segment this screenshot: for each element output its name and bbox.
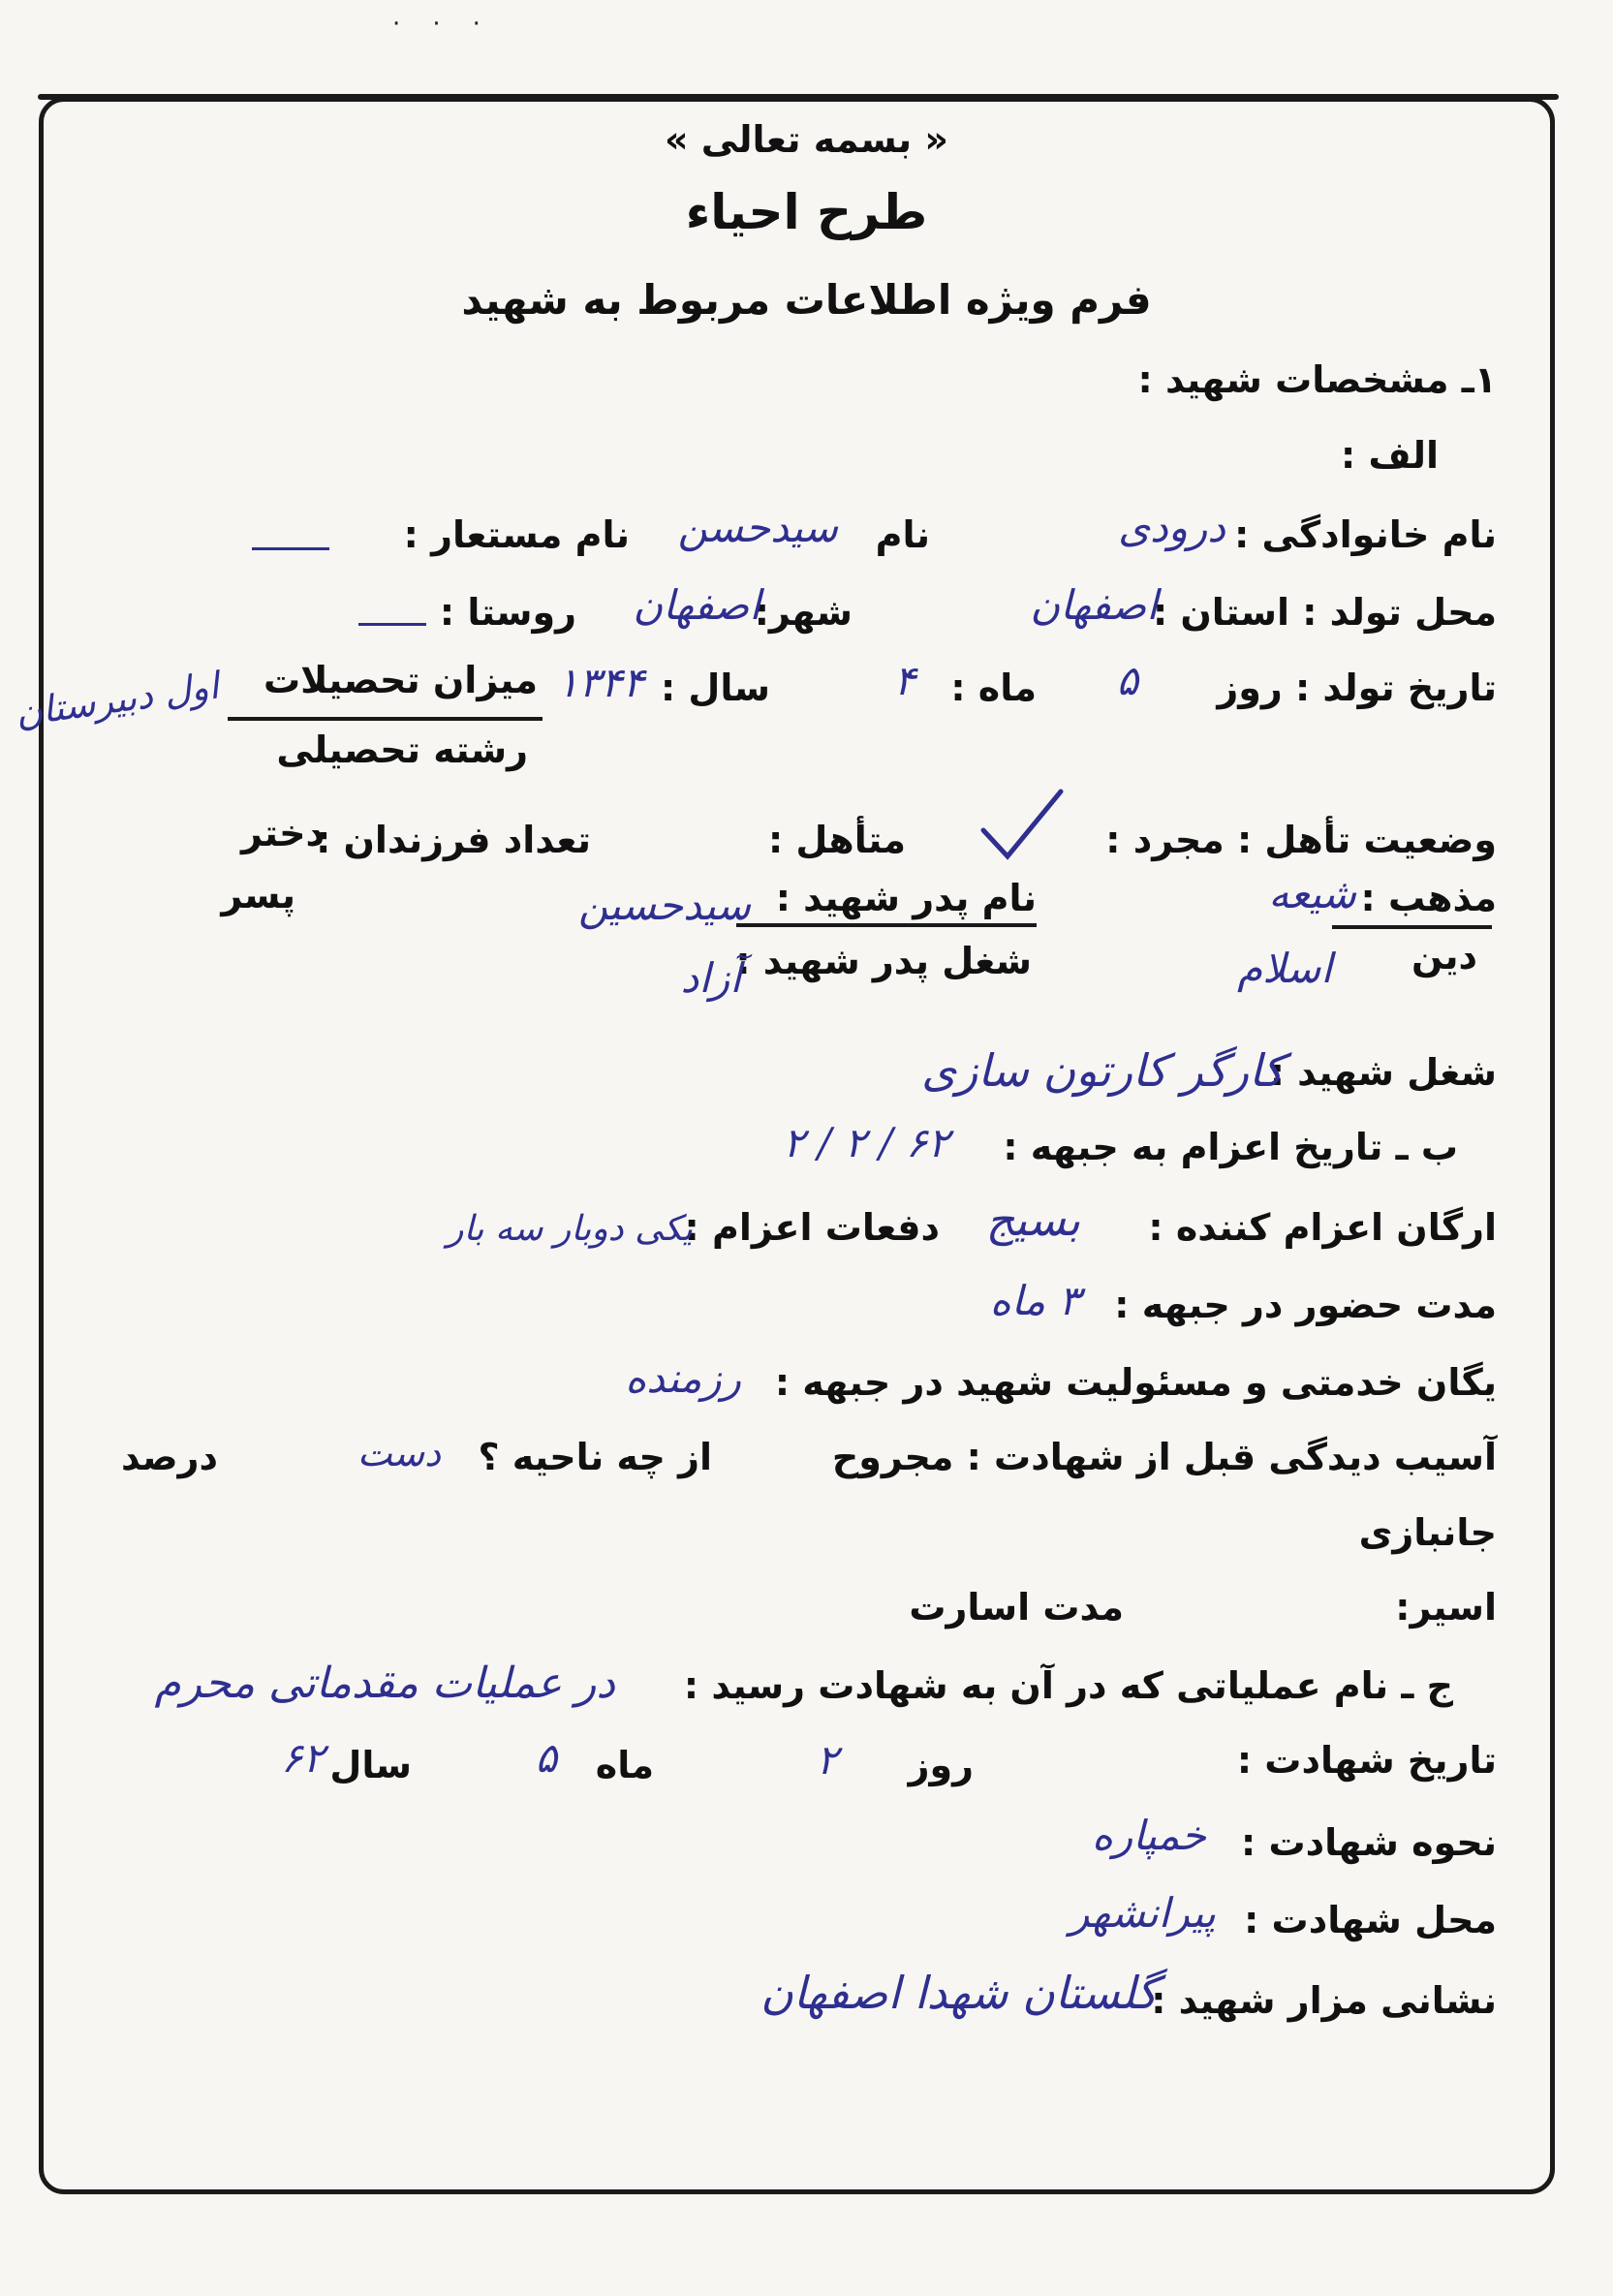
dispatch-date-value: ۲ / ۲ / ۶۲ xyxy=(783,1119,949,1166)
job-value: کارگر کارتون سازی xyxy=(921,1044,1284,1097)
injury-region-label: از چه ناحیه ؟ xyxy=(478,1436,712,1478)
first-name-value: سیدحسن xyxy=(677,504,838,551)
son-label: پسر xyxy=(221,874,295,916)
sub-a-label: الف : xyxy=(1341,434,1439,477)
captive-label: اسیر: xyxy=(1395,1586,1497,1629)
birthplace-label: محل تولد : استان : xyxy=(1152,591,1497,634)
dispatching-organ-value: بسیج xyxy=(985,1194,1080,1246)
martyrdom-manner-value: خمپاره xyxy=(1091,1812,1206,1859)
grave-address-value: گلستان شهدا اصفهان xyxy=(760,1967,1158,2019)
disability-label: جانبازی xyxy=(1358,1511,1497,1554)
martyrdom-place-label: محل شهادت : xyxy=(1244,1899,1497,1941)
family-name-value: درودی xyxy=(1118,504,1225,551)
birthdate-label: تاریخ تولد : روز xyxy=(1217,667,1497,709)
operation-label: ج ـ نام عملیاتی که در آن به شهادت رسید : xyxy=(683,1664,1453,1707)
martyrdom-month-label: ماه xyxy=(595,1744,654,1786)
martyrdom-manner-label: نحوه شهادت : xyxy=(1241,1821,1497,1864)
alias-blank xyxy=(252,547,329,550)
father-job-label: شغل پدر شهید : xyxy=(735,940,1032,982)
father-name-label: نام پدر شهید : xyxy=(775,877,1037,919)
dispatch-times-value: یکی دوبار سه بار xyxy=(447,1209,693,1249)
sect-value: شیعه xyxy=(1268,870,1356,917)
plan-title: طرح احیاء xyxy=(685,184,928,240)
religion-label: دین xyxy=(1411,935,1477,977)
father-job-value: آزاد xyxy=(680,954,741,1002)
alias-label: نام مستعار : xyxy=(403,513,630,556)
father-name-value: سیدحسین xyxy=(578,882,751,929)
injury-region-value: دست xyxy=(357,1432,441,1474)
scan-speck: · · · xyxy=(392,10,481,39)
front-duration-value: ۳ ماه xyxy=(989,1277,1080,1324)
form-title: فرم ویژه اطلاعات مربوط به شهید xyxy=(461,276,1152,324)
dispatch-date-label: ب ـ تاریخ اعزام به جبهه : xyxy=(1003,1126,1458,1168)
unit-responsibility-value: رزمنده xyxy=(625,1354,741,1402)
children-count-label: تعداد فرزندان : xyxy=(316,819,591,861)
martyrdom-place-value: پیرانشهر xyxy=(1070,1889,1216,1937)
dispatching-organ-label: ارگان اعزام کننده : xyxy=(1148,1206,1497,1249)
birth-year-label: سال : xyxy=(660,667,770,709)
city-label: شهر: xyxy=(754,591,853,634)
father-name-underline xyxy=(736,923,1037,927)
sect-label: مذهب : xyxy=(1360,877,1497,919)
education-label: میزان تحصیلات xyxy=(263,659,538,701)
invocation: « بسمه تعالی » xyxy=(665,118,948,161)
education-value: اول دبیرستان xyxy=(12,664,222,735)
job-label: شغل شهید : xyxy=(1269,1051,1497,1094)
martyrdom-day-value: ۲ xyxy=(816,1736,838,1784)
front-duration-label: مدت حضور در جبهه : xyxy=(1114,1284,1497,1326)
city-value: اصفهان xyxy=(633,581,760,629)
province-value: اصفهان xyxy=(1030,581,1158,629)
religion-value: اسلام xyxy=(1237,945,1332,992)
village-blank xyxy=(358,623,426,626)
single-check-mark xyxy=(978,787,1066,864)
family-name-label: نام خانوادگی : xyxy=(1234,513,1497,556)
grave-address-label: نشانی مزار شهید : xyxy=(1151,1979,1497,2022)
martyrdom-year-value: ۶۲ xyxy=(280,1734,325,1782)
martyrdom-year-label: سال xyxy=(329,1744,412,1786)
captivity-duration-label: مدت اسارت xyxy=(909,1586,1124,1629)
married-label: متأهل : xyxy=(768,819,906,861)
disability-percent-label: درصد xyxy=(120,1436,218,1478)
first-name-label: نام xyxy=(875,513,930,556)
martyrdom-month-value: ۵ xyxy=(535,1734,557,1782)
unit-responsibility-label: یگان خدمتی و مسئولیت شهید در جبهه : xyxy=(774,1361,1497,1404)
dispatch-times-label: دفعات اعزام : xyxy=(684,1206,940,1249)
marital-status-label: وضعیت تأهل : مجرد : xyxy=(1105,819,1497,861)
birth-day-value: ۵ xyxy=(1116,657,1138,704)
birth-month-value: ۴ xyxy=(893,657,915,704)
martyrdom-day-label: روز xyxy=(908,1744,974,1786)
injury-label: آسیب دیدگی قبل از شهادت : مجروح xyxy=(831,1436,1497,1478)
martyrdom-date-label: تاریخ شهادت : xyxy=(1236,1739,1497,1782)
daughter-label: دختر xyxy=(240,812,325,854)
birth-year-value: ۱۳۴۴ xyxy=(556,659,644,706)
village-label: روستا : xyxy=(439,591,576,634)
field-of-study-label: رشته تحصیلی xyxy=(276,729,528,771)
section-1-heading: ۱ـ مشخصات شهید : xyxy=(1137,358,1497,401)
education-underline xyxy=(228,717,543,721)
birth-month-label: ماه : xyxy=(950,667,1037,709)
operation-value: در عملیات مقدماتی محرم xyxy=(154,1659,615,1708)
sect-underline xyxy=(1332,925,1492,929)
